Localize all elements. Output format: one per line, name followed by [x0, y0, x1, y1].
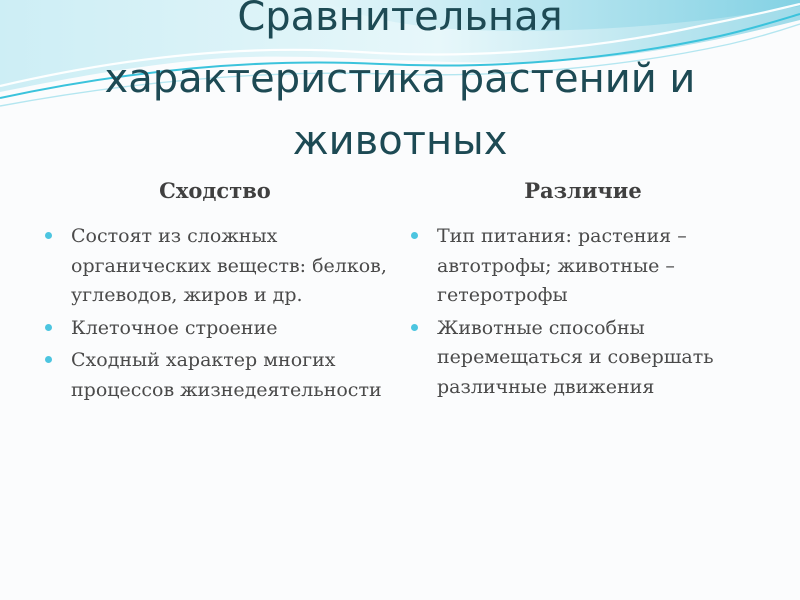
slide-title-line: Сравнительная	[237, 0, 563, 40]
bullet-dot-icon	[411, 324, 418, 331]
bullet-text: Клеточное строение	[71, 316, 278, 339]
difference-item	[410, 222, 764, 311]
difference-list	[410, 222, 764, 405]
similarity-item	[44, 314, 390, 344]
difference-heading: Различие	[524, 178, 642, 203]
bullet-text: Состоят из сложных органических веществ: белков, углеводов, жиров и др.	[71, 225, 387, 306]
bullet-text: Тип питания: растения – автотрофы; животные – гетеротрофы	[437, 225, 687, 306]
bullet-dot-icon	[45, 324, 52, 331]
similarity-heading: Сходство	[159, 178, 271, 203]
similarity-list	[44, 222, 390, 408]
slide-title	[40, 0, 760, 172]
difference-item	[410, 314, 764, 403]
bullet-dot-icon	[45, 356, 52, 363]
slide-title-line: животных	[292, 118, 508, 164]
similarity-item	[44, 222, 390, 311]
bullet-text: Животные способны перемещаться и совершать различные движения	[437, 316, 714, 398]
similarity-item	[44, 346, 390, 405]
bullet-dot-icon	[411, 232, 418, 239]
slide-title-line: характеристика растений и	[104, 56, 696, 102]
bullet-text: Сходный характер многих процессов жизнедеятельности	[71, 349, 382, 401]
bullet-dot-icon	[45, 232, 52, 239]
